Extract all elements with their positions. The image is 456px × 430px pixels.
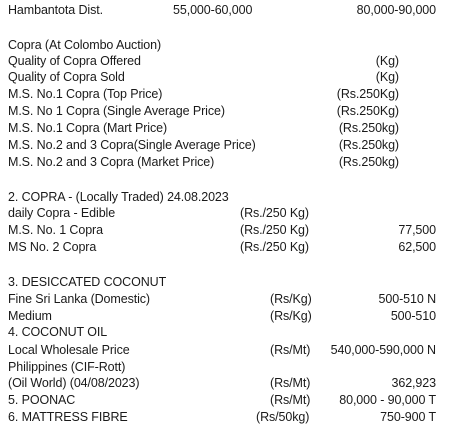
hambantota-row (0, 2, 456, 18)
row-unit: (Rs/Mt) (270, 343, 311, 357)
row-label: Philippines (CIF-Rott) (8, 360, 126, 374)
row-unit: (Rs/Mt) (270, 376, 311, 390)
row-label: MS No. 2 Copra (8, 240, 97, 254)
row-unit: (Rs./250 Kg) (240, 223, 309, 237)
table-row (0, 239, 456, 255)
row-unit: (Rs.250kg) (338, 155, 399, 169)
row-unit: (Rs/Mt) (270, 393, 311, 407)
table-row (0, 342, 456, 358)
row-label: Hambantota Dist. (8, 3, 103, 17)
row-label: M.S. No 1 Copra (Single Average Price) (8, 104, 225, 118)
row-value: 540,000-590,000 N (330, 343, 436, 357)
row-value: 77,500 (398, 223, 436, 237)
row-label: (Oil World) (04/08/2023) (8, 376, 140, 390)
table-row (0, 154, 456, 170)
section-heading: 2. COPRA - (Locally Traded) 24.08.2023 (8, 190, 229, 204)
row-value: 500-510 N (378, 292, 436, 306)
coconut-oil-heading (0, 324, 456, 340)
row-mid-value: 55,000-60,000 (173, 3, 253, 17)
row-label: Fine Sri Lanka (Domestic) (8, 292, 150, 306)
copra-auction-heading (0, 37, 456, 53)
table-row (0, 120, 456, 136)
table-row (0, 359, 456, 375)
table-row (0, 69, 456, 85)
table-row (0, 222, 456, 238)
row-label: Medium (8, 309, 52, 323)
poonac-row (0, 392, 456, 408)
row-unit: (Rs/Kg) (270, 292, 312, 306)
row-label: M.S. No.1 Copra (Top Price) (8, 87, 163, 101)
row-value: 80,000 - 90,000 T (339, 393, 436, 407)
table-row (0, 291, 456, 307)
table-row (0, 308, 456, 324)
row-label: daily Copra - Edible (8, 206, 116, 220)
table-row (0, 375, 456, 391)
row-label: Quality of Copra Sold (8, 70, 125, 84)
row-label: Local Wholesale Price (8, 343, 130, 357)
mattress-fibre-row (0, 409, 456, 425)
row-value: 362,923 (391, 376, 436, 390)
copra-local-heading (0, 189, 456, 205)
row-unit: (Rs./250 Kg) (240, 206, 309, 220)
row-label: M.S. No.2 and 3 Copra (Market Price) (8, 155, 215, 169)
section-heading: Copra (At Colombo Auction) (8, 38, 162, 52)
table-row (0, 103, 456, 119)
row-unit: (Rs./250 Kg) (240, 240, 309, 254)
row-unit: (Rs.250Kg) (336, 104, 399, 118)
table-row (0, 205, 456, 221)
row-label: 6. MATTRESS FIBRE (8, 410, 128, 424)
section-heading: 4. COCONUT OIL (8, 325, 108, 339)
table-row (0, 137, 456, 153)
table-row (0, 53, 456, 69)
row-unit: (Rs.250kg) (338, 138, 399, 152)
row-label: M.S. No.1 Copra (Mart Price) (8, 121, 168, 135)
row-label: Quality of Copra Offered (8, 54, 141, 68)
desiccated-coconut-heading (0, 274, 456, 290)
row-value: 500-510 (390, 309, 436, 323)
row-unit: (Rs/Kg) (270, 309, 312, 323)
row-unit: (Rs.250kg) (338, 121, 399, 135)
row-unit: (Kg) (375, 54, 399, 68)
row-label: M.S. No.2 and 3 Copra(Single Average Price) (8, 138, 256, 152)
table-row (0, 86, 456, 102)
row-unit: (Rs/50kg) (256, 410, 310, 424)
row-value: 62,500 (398, 240, 436, 254)
row-value: 750-900 T (380, 410, 436, 424)
row-right-value: 80,000-90,000 (356, 3, 436, 17)
row-label: 5. POONAC (8, 393, 76, 407)
row-label: M.S. No. 1 Copra (8, 223, 103, 237)
row-unit: (Kg) (375, 70, 399, 84)
row-unit: (Rs.250Kg) (336, 87, 399, 101)
section-heading: 3. DESICCATED COCONUT (8, 275, 167, 289)
